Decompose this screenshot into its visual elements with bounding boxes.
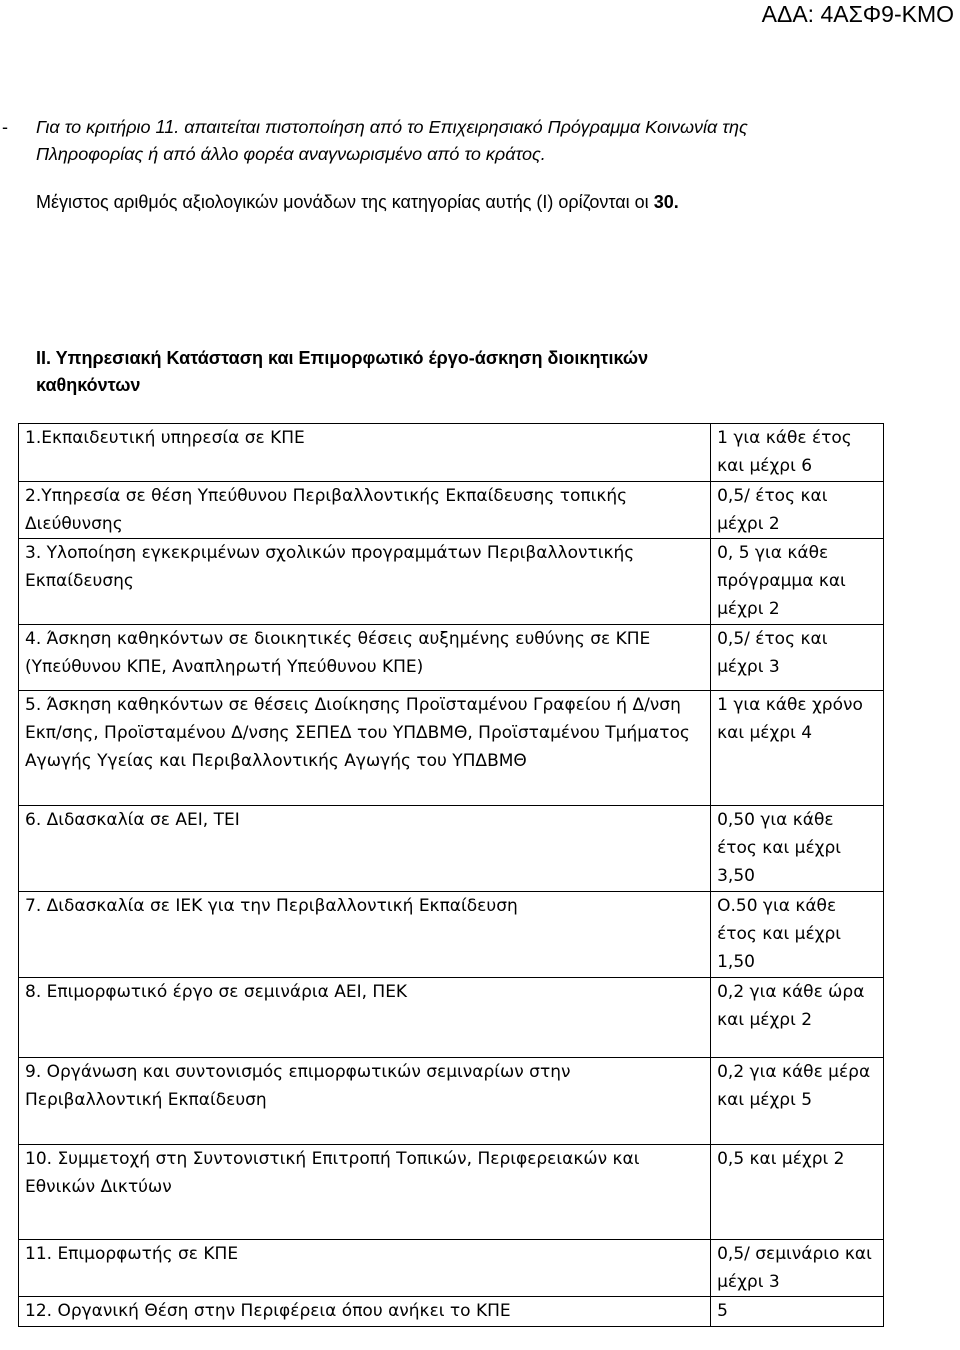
- max-units-line: [36, 189, 679, 216]
- criteria-table: [18, 423, 884, 1327]
- criterion-cell: 1.Εκπαιδευτική υπηρεσία σε ΚΠΕ: [19, 424, 711, 482]
- points-cell: 0,5/ έτος και μέχρι 2: [711, 482, 884, 539]
- table-row: [19, 1058, 884, 1145]
- points-cell: 0,5/ έτος και μέχρι 3: [711, 625, 884, 691]
- points-cell: 0,5 και μέχρι 2: [711, 1145, 884, 1240]
- criterion-cell: 9. Οργάνωση και συντονισμός επιμορφωτικών σεμιναρίων στην Περιβαλλοντική Εκπαίδευση: [19, 1058, 711, 1145]
- criterion-cell: 8. Επιμορφωτικό έργο σε σεμινάρια ΑΕΙ, ΠΕΚ: [19, 978, 711, 1058]
- table-row: [19, 978, 884, 1058]
- bullet-dash: -: [2, 117, 8, 137]
- table-row: [19, 1145, 884, 1240]
- points-cell: Ο.50 για κάθε έτος και μέχρι 1,50: [711, 892, 884, 978]
- points-cell: 0, 5 για κάθε πρόγραμμα και μέχρι 2: [711, 539, 884, 625]
- table-row: [19, 806, 884, 892]
- points-cell: 0,50 για κάθε έτος και μέχρι 3,50: [711, 806, 884, 892]
- certification-note-text: Για το κριτήριο 11. απαιτείται πιστοποίηση από το Επιχειρησιακό Πρόγραμμα Κοινωνία της Πληροφορίας ή από άλλο φορέα αναγνωρισμένο από το κράτος.: [36, 117, 748, 164]
- criterion-cell: 2.Υπηρεσία σε θέση Υπεύθυνου Περιβαλλοντικής Εκπαίδευσης τοπικής Διεύθυνσης: [19, 482, 711, 539]
- table-row: [19, 482, 884, 539]
- points-cell: 0,2 για κάθε ώρα και μέχρι 2: [711, 978, 884, 1058]
- criterion-cell: 4. Άσκηση καθηκόντων σε διοικητικές θέσεις αυξημένης ευθύνης σε ΚΠΕ (Υπεύθυνου ΚΠΕ, Αναπληρωτή Υπεύθυνου ΚΠΕ): [19, 625, 711, 691]
- table-row: [19, 691, 884, 806]
- criterion-cell: 6. Διδασκαλία σε ΑΕΙ, ΤΕΙ: [19, 806, 711, 892]
- max-units-text: Μέγιστος αριθμός αξιολογικών μονάδων της κατηγορίας αυτής (Ι) ορίζονται οι: [36, 192, 654, 212]
- points-cell: 0,5/ σεμινάριο και μέχρι 3: [711, 1240, 884, 1297]
- points-cell: 1 για κάθε χρόνο και μέχρι 4: [711, 691, 884, 806]
- section-title: ΙΙ. Υπηρεσιακή Κατάσταση και Επιμορφωτικό έργο-άσκηση διοικητικών καθηκόντων: [36, 348, 649, 395]
- criterion-cell: 3. Υλοποίηση εγκεκριμένων σχολικών προγραμμάτων Περιβαλλοντικής Εκπαίδευσης: [19, 539, 711, 625]
- criterion-cell: 10. Συμμετοχή στη Συντονιστική Επιτροπή Τοπικών, Περιφερειακών και Εθνικών Δικτύων: [19, 1145, 711, 1240]
- table-row: [19, 539, 884, 625]
- table-row: [19, 892, 884, 978]
- criterion-cell: 7. Διδασκαλία σε ΙΕΚ για την Περιβαλλοντική Εκπαίδευση: [19, 892, 711, 978]
- max-units-value: 30.: [653, 192, 679, 212]
- table-row: [19, 625, 884, 691]
- criterion-cell: 5. Άσκηση καθηκόντων σε θέσεις Διοίκησης Προϊσταμένου Γραφείου ή Δ/νση Εκπ/σης, Προϊσταμένου Δ/νσης ΣΕΠΕΔ του ΥΠΔΒΜΘ, Προϊσταμένου Τμήματος Αγωγής Υγείας και Περιβαλλοντικής Αγωγής του ΥΠΔΒΜΘ: [19, 691, 711, 806]
- points-cell: 0,2 για κάθε μέρα και μέχρι 5: [711, 1058, 884, 1145]
- criterion-cell: 12. Οργανική Θέση στην Περιφέρεια όπου ανήκει το ΚΠΕ: [19, 1297, 711, 1327]
- ada-code: ΑΔΑ: 4ΑΣΦ9-ΚΜΟ: [761, 1, 954, 27]
- criterion-cell: 11. Επιμορφωτής σε ΚΠΕ: [19, 1240, 711, 1297]
- points-cell: 5: [711, 1297, 884, 1327]
- certification-note: [0, 114, 860, 168]
- table-row: [19, 424, 884, 482]
- points-cell: 1 για κάθε έτος και μέχρι 6: [711, 424, 884, 482]
- table-row: [19, 1297, 884, 1327]
- table-row: [19, 1240, 884, 1297]
